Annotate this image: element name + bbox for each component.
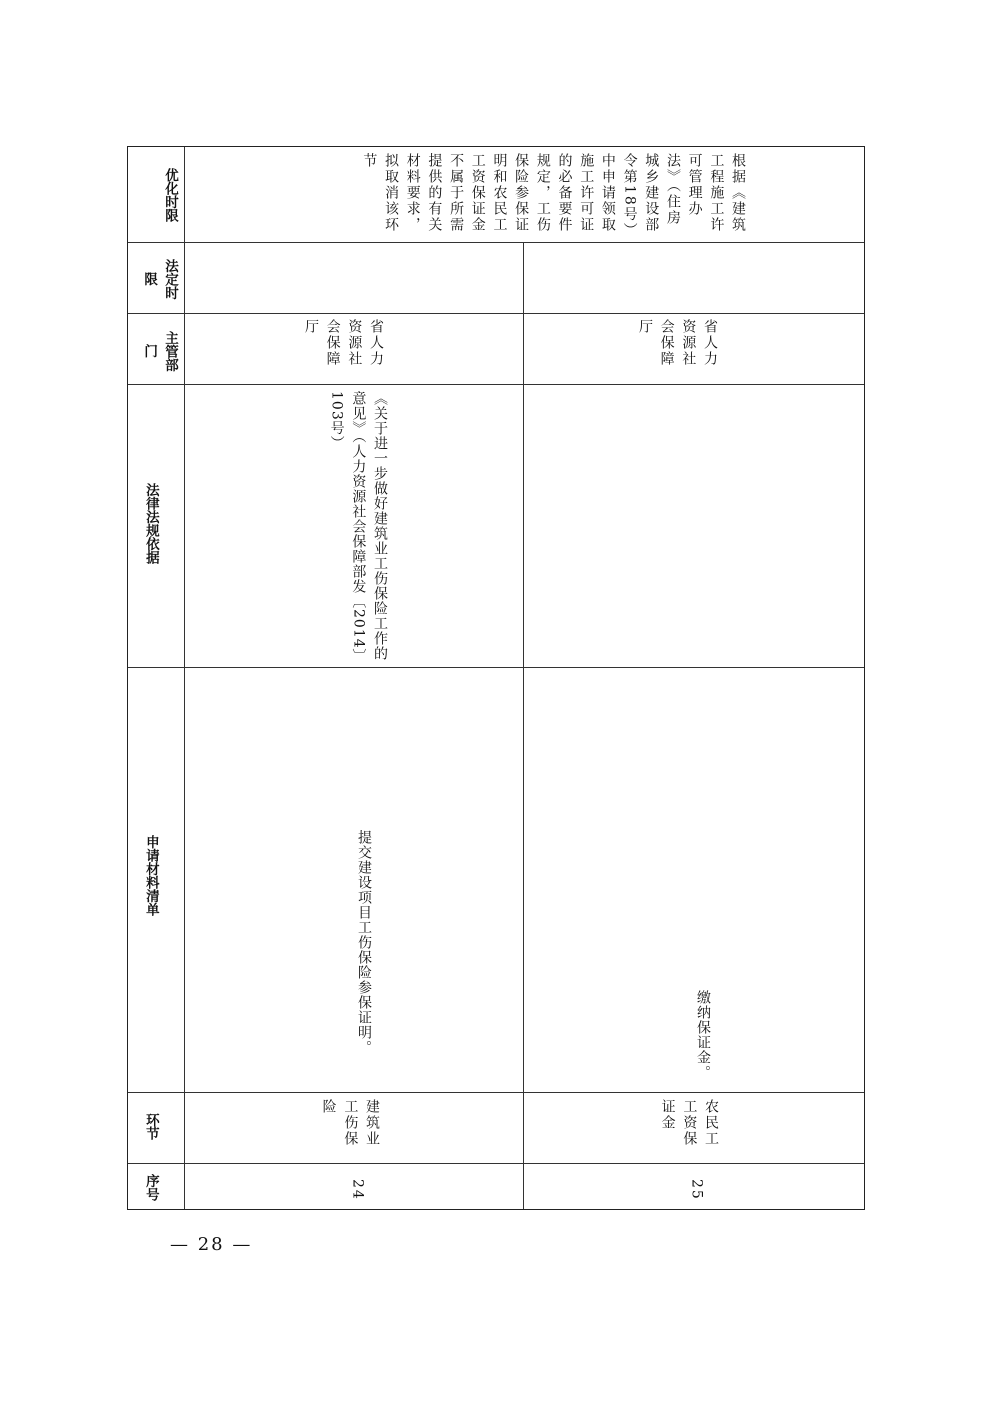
column-divider (184, 147, 185, 1209)
row24-dept: 省人力资源社会保障厅 (302, 319, 384, 367)
row-divider (128, 384, 864, 385)
header-step: 环节 (142, 1113, 159, 1140)
row25-dept: 省人力资源社会保障厅 (636, 319, 718, 367)
header-basis: 法律法规依据 (142, 483, 159, 564)
row25-materials: 缴纳保证金。 (695, 990, 711, 1080)
row24-seq: 24 (349, 1179, 366, 1201)
row-divider (128, 242, 864, 243)
column-divider (523, 242, 524, 1209)
row25-step: 农民工工资保证金 (659, 1099, 719, 1147)
page-number: — 28 — (170, 1234, 253, 1255)
header-materials: 申请材料清单 (142, 835, 159, 916)
header-optimize-time: 优化时限 (162, 168, 178, 222)
row-divider (128, 313, 864, 314)
header-legal-time: 法定时限 (141, 258, 178, 300)
row25-seq: 25 (688, 1179, 705, 1201)
row24-materials: 提交建设项目工伤保险参保证明。 (356, 830, 372, 1055)
row24-step: 建筑业工伤保险 (320, 1099, 380, 1147)
approval-table (127, 146, 865, 1210)
row-divider (128, 1163, 864, 1164)
row24-basis: 《关于进一步做好建筑业工伤保险工作的意见》（人力资源社会保障部发〔2014〕103号） (328, 391, 388, 661)
header-seq: 序号 (142, 1174, 159, 1201)
optimize-note: 根据《建筑工程施工许可管理办法》（住房城乡建设部令第18号）中申请领取施工许可证的必备要件规定，工伤保险参保证明和农民工工资保证金不属于所需提供的有关材料要求，拟取消该环节 (361, 153, 746, 233)
row-divider (128, 667, 864, 668)
row-divider (128, 1092, 864, 1093)
header-dept: 主管部门 (141, 330, 178, 372)
